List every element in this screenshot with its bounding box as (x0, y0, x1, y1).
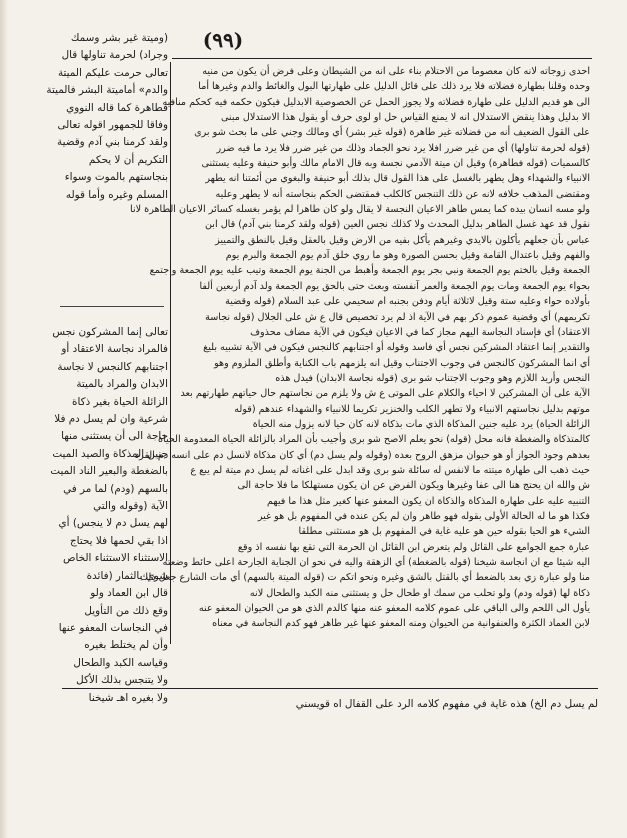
side-text-line: بالضغطة والبعير الناد الميت (50, 465, 168, 478)
side-text-line: حاجة الى أن يستثنى منها (61, 430, 168, 443)
commentary-line: بعدهم وجود الجواز أو هو حيوان مزهق الروح بعده (وقوله ولم يسل دم) أي كان مذكاة لانسل دم على انسه دم القرد (134, 449, 590, 461)
commentary-line: الى هو قديم الدليل على طهارة فضلاته ولا يجوز الحمل عن الخصوصية الابدليل فيكون حكمه فيه كحكم منافيه (162, 96, 590, 108)
side-text-line: وفاقا للجمهور اقوله تعالى (57, 119, 168, 132)
commentary-line: على القول الضعيف أنه من فضلاته غير طاهرة (قوله غير بشر) أي ومالك وجني على ما بحث شو برى (194, 127, 590, 139)
commentary-line: احدى زوجاته لانه كان معصوما من الاحتلام بناء على انه من الشيطان وعلى فرض أن يكون من منيه (202, 66, 590, 77)
side-text-line: وجراد) لحرمة تناولها قال (61, 49, 168, 62)
page-number: (٩٩) (202, 28, 244, 52)
side-text-line: فطاهرة كما قاله النووي (66, 101, 168, 114)
side-text-line: جنين المذكاة والصيد الميت (52, 447, 168, 460)
commentary-line: ش والله ان يحتج هنا الى عفا وغيرها ويكون الفرض عن ان يكون مستهلكا ما فلا حاجة الى (237, 480, 590, 492)
scan-edge-shadow (0, 0, 8, 838)
commentary-line: فكذا هو ما له الحالة الأولى بقوله فهو طاهر وان لم يكن عنده في المفهوم بل هو غير (257, 510, 590, 522)
commentary-line: كالمتذكاة والضغطة فانه محل (قوله) نحو يعلم الاصح شو برى وأجيب بأن المراد بالزائلة الحياة المعدومة الحياة (158, 434, 590, 446)
commentary-line: الانبياء والشهداء وهل يطهر بالغسل على هذا القول قال بذلك أبو حنيفة والبغوي من أئمتنا انه يطهر (205, 173, 590, 185)
commentary-line: أي انما المشركون كالنجس في وجوب الاجتناب وقيل انه يلزمهم باب الكناية وأطلق الملزوم وهو (214, 357, 590, 369)
commentary-line: الشيء هو الحيا بقوله حين هو عليه غاية في المفهوم بل هو مستثنى مطلقا (298, 526, 590, 538)
side-text-line: وقياسه الكبد والطحال (73, 656, 168, 669)
commentary-line: بأولاده حواء وعليه ستة وقيل لاثلاثة أيام ودفن بجنبه ام سحيمي على عبد السلام (قوله وقضية (225, 296, 590, 308)
commentary-line: الاعتقاد) أي فإسناد النجاسة اليهم مجاز كما في الاعيان فيكون في الآية مضاف محذوف (250, 326, 590, 338)
commentary-line: يأول الى اللحم والى الباقي على عموم كلامه المعفو عنه منها كالدم الذي هو من الحيوان المعفو عنه (198, 603, 590, 615)
side-text-line: ولقد كرمنا بني آدم وقضية (57, 136, 168, 149)
footnote-rule (62, 688, 598, 689)
side-text-line: اذا بقي لحمها فلا يحتاج (69, 534, 168, 547)
commentary-line: النجس وأريد اللازم وهو وجوب الاجتناب شو برى (قوله نجاسة الابدان) فيدل هذه (275, 372, 590, 384)
side-text-line: تعالى إنما المشركون نجس (52, 326, 168, 338)
side-text-line: لهم يسل دم لا ينجس) أي (58, 517, 168, 530)
side-text-line: المسلم وغيره وأما قوله (65, 188, 168, 201)
commentary-line: تكريمهم) أي وقضية عموم ذكر بهم في الآية اذ لم يرد تخصيص قال ع ش على الجلال (قوله نجاسة (205, 311, 590, 323)
side-text-line: الزائلة الحياة بغير ذكاة (72, 395, 168, 408)
side-text-line: (وميتة غير بشر وسمك (70, 32, 168, 44)
commentary-line: ومقتضى المذهب خلافه لانه عن ذلك التنجس كالكلب فمقتضى الحكم بنجاسته أنه لا يطهر وعليه (215, 188, 590, 200)
side-text-line: الاستثناء الاستثناء الخاص (62, 552, 168, 565)
side-text-line: ولا يتنجس بذلك الأكل (76, 674, 168, 687)
side-text-line: والدم» أماميتة البشر فالميتة (46, 84, 168, 97)
side-text-line: وأن لم يختلط بغيره (84, 639, 168, 652)
side-text-line: تعالى حرمت عليكم الميتة (57, 66, 168, 79)
commentary-line: الزائلة الحياة) يرد عليه جنين المذكاة الذي مات بذكاة لانه كان حيا لانه يزول منه الحياة (252, 418, 590, 430)
commentary-line: وحده وقلنا بطهارة فضلاته فلا يرد ذلك على قائل الدليل على طهارتها البول والغائط والدم وغيرها أما (198, 81, 590, 93)
commentary-line: الجمعة وقيل بالختم يوم الجمعة ونبي بجر يوم الجمعة وأهبط من الجنة يوم الجمعة وتيب عليه يوم الجمعة واجتمع (149, 265, 590, 277)
side-text-line: اجتنابهم كالنجس لا نجاسة (57, 360, 168, 373)
commentary-line: والتقدير إنما اعتقاد المشركين نجس أي فاسد وقوله أو اجتنابهم كالنجس فيكون في الآية تشبيه بليغ (203, 342, 590, 354)
commentary-line: التنبيه عليه على طهارة المذكاة والذكاة ان يكون المعفو عنها كغير مثل هذا ما فيهم (267, 495, 590, 507)
commentary-line: عباس بأن جعلهم يأكلون بالايدي وغيرهم يأكل بفيه من الارض وقيل بالعقل وقيل بالنطق والتمييز (215, 234, 590, 246)
side-text-line: شوي بالثمار (فائدة (86, 569, 168, 582)
matn-side-column-top (46, 30, 168, 292)
commentary-line: ولو مسه انسان بيده كما يمس طاهر الاعيان النجسة لا يقال ولو كان طاهرا لم يؤمر بغسله كسائر الاعيان الطاهرة لانا (130, 204, 590, 216)
commentary-line: ذكاة لها (قوله ودم) ولو تحلب من سمك او طحال حل و يستثنى منه الكبد والطحال لانه (249, 587, 590, 599)
side-text-line: الابدان والمراد بالميتة (76, 378, 168, 391)
commentary-line: اليه شيئا مع ان انجاسة شيخنا (قوله بالضغطة) أي الزهقة واليه في نحو ان الجناية الجارحة اعلى حائط وضعته (162, 557, 590, 568)
side-text-line: ولا بغيره اهـ شيخنا (88, 691, 168, 704)
commentary-line: كالسميات (قوله فطاهرة) وقيل ان ميتة الآدمي نجسة وبه قال الامام مالك وأبو حنيفة وعليه يستثنى (201, 158, 590, 170)
side-column-separator (60, 300, 164, 314)
matn-side-column-bottom (50, 324, 168, 704)
commentary-line: والفهم وقيل باعتدال القامة وقيل بحسن الصورة وهو ما روي خلق آدم يوم الجمعة والبرم يوم (225, 250, 590, 262)
commentary-line: بحواء يوم الجمعة ومات يوم الجمعة والعمر آنفسته وبعث حتى بالحق يوم الجمعة ولد آدم أربعين ألفا (199, 280, 590, 292)
side-text-line: قال ابن العماد ولو (90, 587, 168, 600)
commentary-line: منا ولو عبارة زي بعد بالضعط أي بالقتل بالشق وغيره ونحو اتكم ت (قوله الميتة بالسهم) أي مات الشارع جعل ذلك (140, 572, 590, 584)
footnote-line: لم يسل دم الخ) هذه غاية في مفهوم كلامه الرد على القفال اه قويسني (295, 698, 598, 710)
side-text-line: بنجاستهم بالموت وسواء (64, 171, 168, 184)
commentary-line: الا بدليل وهذا ينقض الاستدلال انه لا يمنع القياس حل او لوى حرف أو يقول هذا الاستدلال مبنى (220, 112, 590, 124)
side-text-line: التكريم أن لا يحكم (88, 153, 168, 166)
commentary-line: (قوله لحرمة تناولها) أي من غير ضرر افلا يرد نحو الجماد وذلك من غير ضرر فلا يرد ما فيه ضرر (216, 142, 590, 154)
commentary-line: الآية على أن المشركين لا احياء والكلام على الموتى ع ش ولا يلزم من نجاستهم حال حياتهم طهارتهم بعد (180, 388, 590, 400)
header-rule (172, 58, 592, 59)
side-text-line: وقع ذلك من التأويل (84, 604, 168, 617)
commentary-line: لابن العماد الكثرة والعنفوانية من الحيوان ومنه المعفو عنها غير طاهر فهو كدم النجاسة في معناه (212, 618, 590, 630)
commentary-line: حيث ذهب الى طهارة ميتته ما لانفس له سائلة شو برى وقد ابدل على اغناته لم يسل دم ميتة لم يبع ع (190, 464, 590, 476)
commentary-line: موتهم بدليل نجاستهم الانبياء ولا تطهر الكلب والخنزير تكريما للانبياء والشهداء عندهم (قوله (234, 403, 590, 415)
side-text-line: بالسهم (ودم) لما مر في (63, 482, 168, 495)
side-text-line: شرعية وان لم يسل دم فلا (54, 413, 168, 426)
commentary-line: نقول قد عهد غسل الطاهر بدليل المحدث ولا كذلك نجس العين (قوله ولقد كرمنا بني آدم) قال ابن (205, 219, 590, 231)
commentary-line: عبارة جمع الجوامع على القائل ولم يتعرض ابن القائل ان الحرمة التي تقع بها نفسه اذ وقع (237, 541, 590, 553)
side-text-line: في النجاسات المعفو عنها (58, 621, 168, 634)
side-text-line: فالمراد نجاسة الاعتقاد أو (61, 343, 168, 356)
side-text-line: الآية (وقوله والتي (93, 500, 168, 513)
